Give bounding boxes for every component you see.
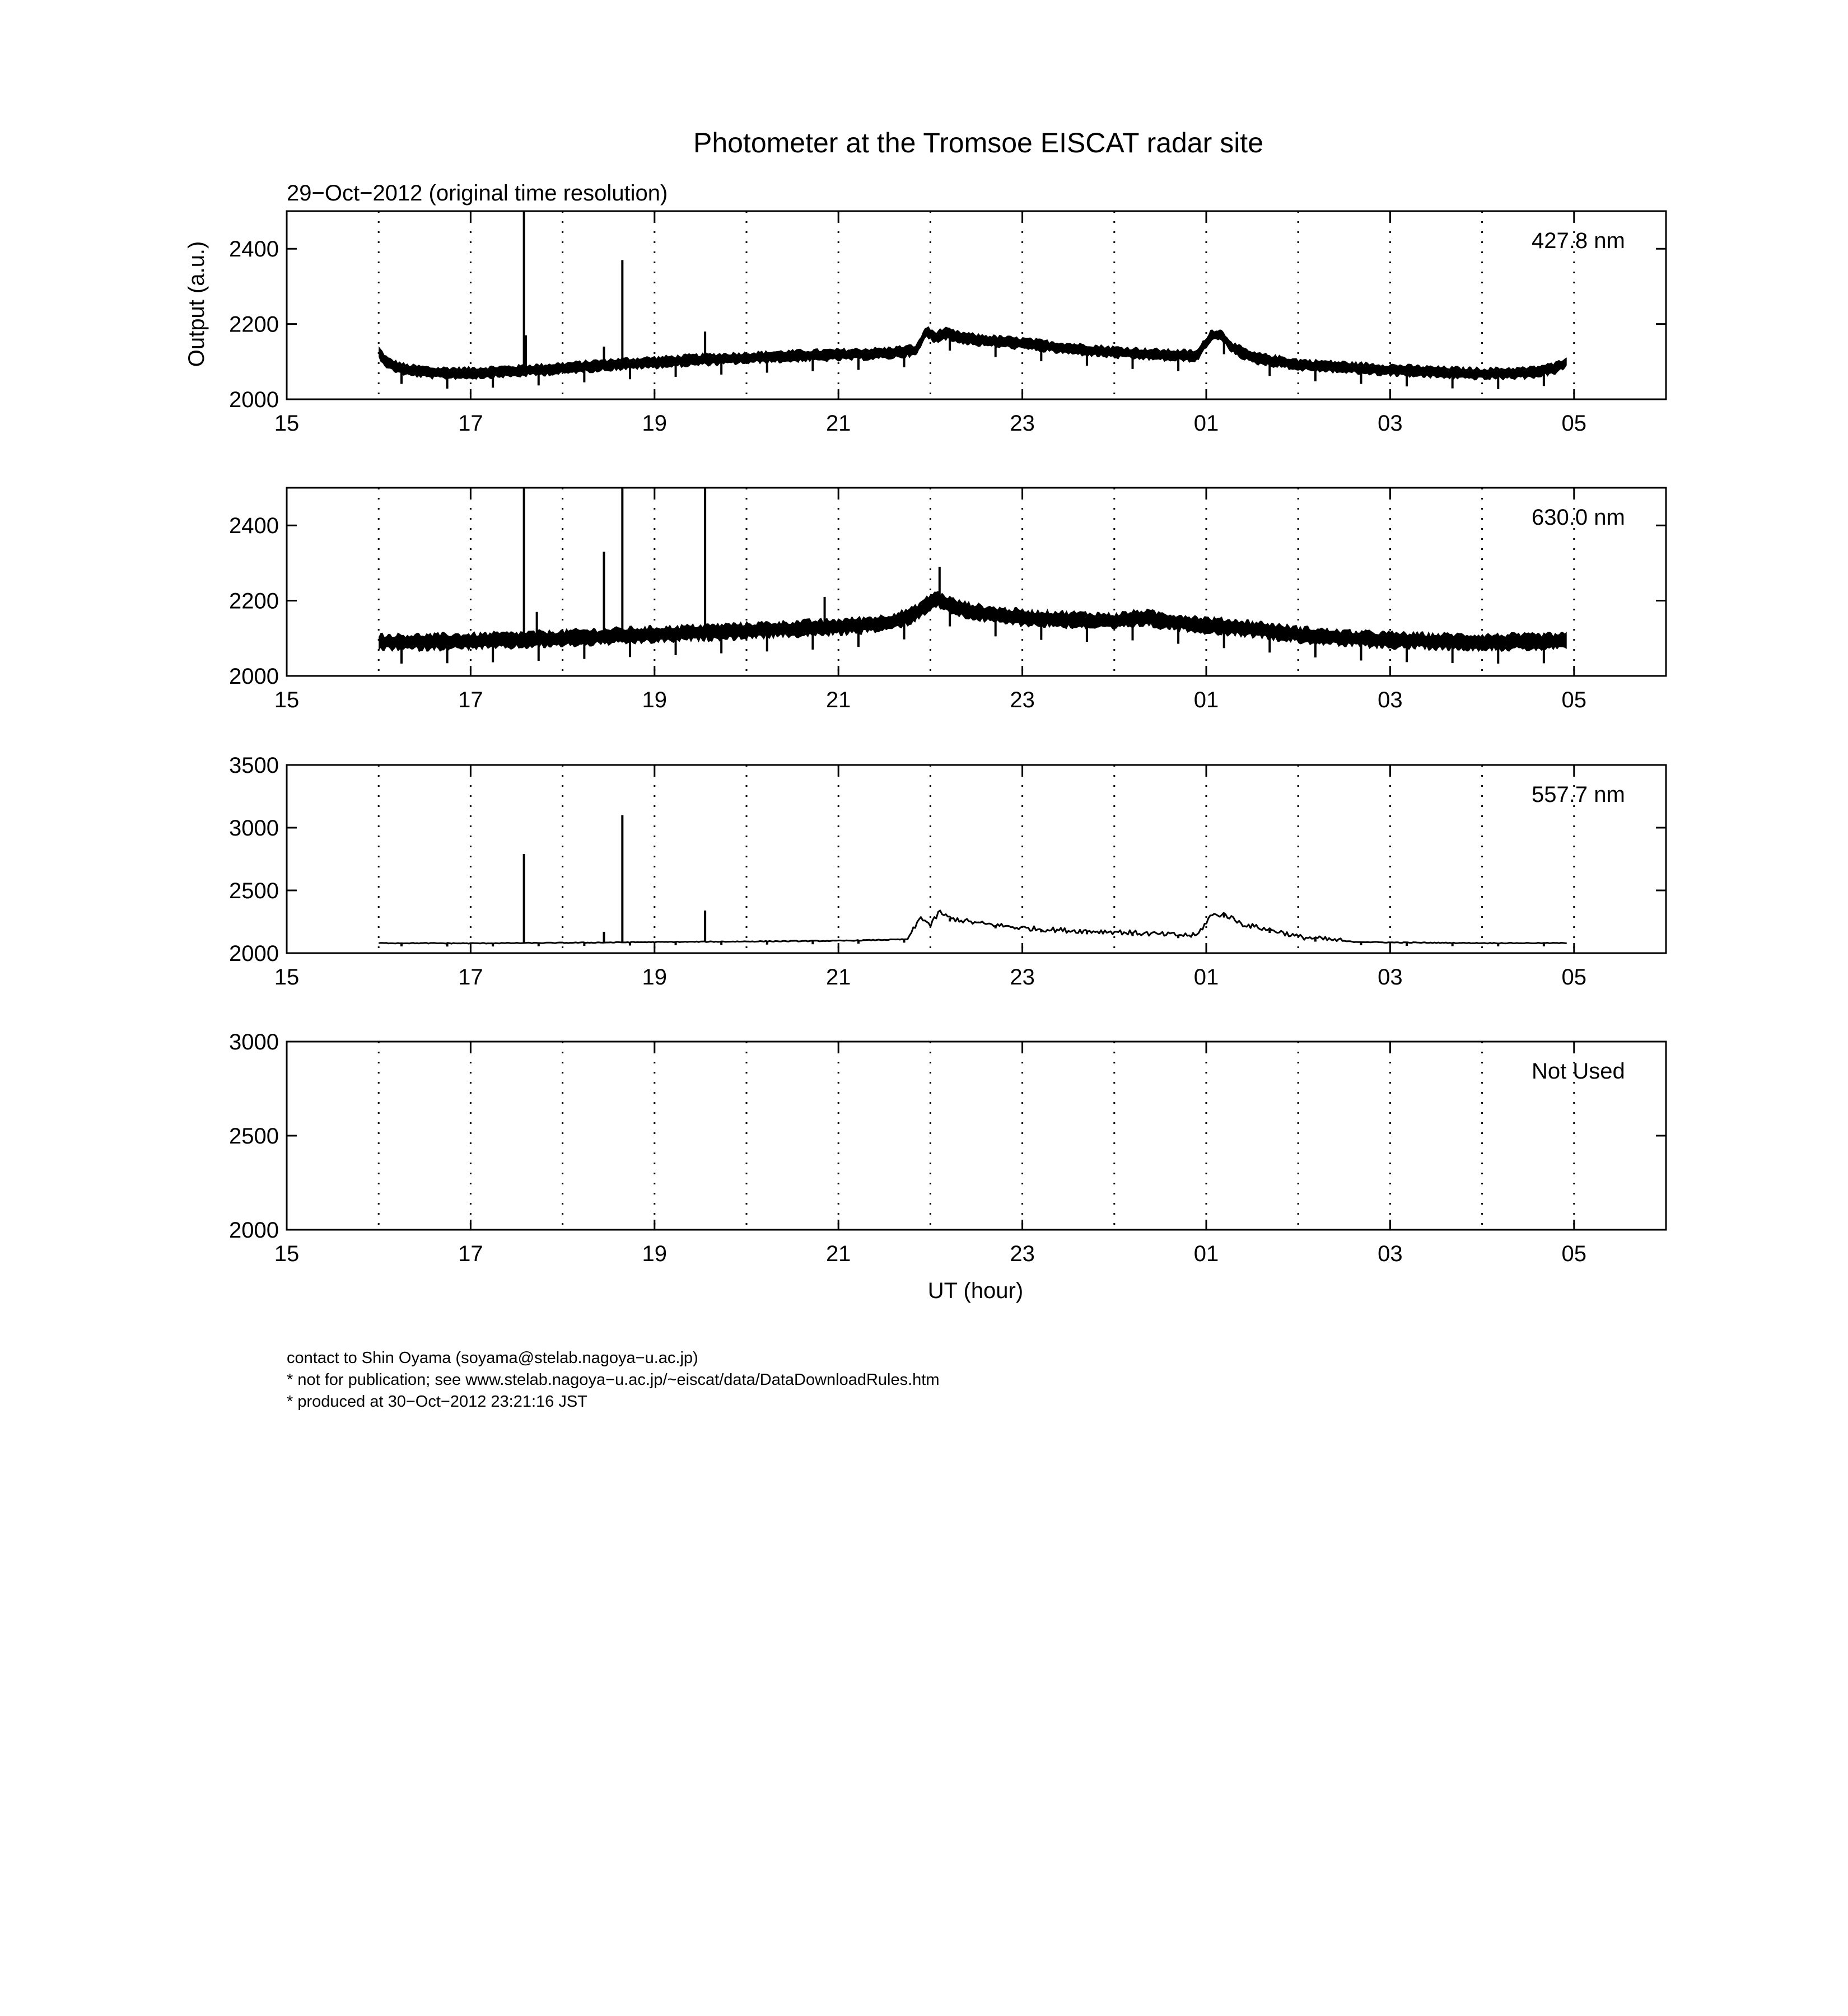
y-tick-label: 2500 (229, 879, 279, 903)
x-tick-label: 23 (1010, 411, 1035, 436)
x-tick-label: 17 (458, 1242, 483, 1266)
x-tick-label: 03 (1378, 1242, 1403, 1266)
x-tick-label: 01 (1193, 965, 1219, 990)
y-tick-label: 2200 (229, 589, 279, 614)
x-tick-label: 19 (642, 965, 668, 990)
panel-label: 427.8 nm (1532, 228, 1625, 253)
x-tick-label: 01 (1193, 411, 1219, 436)
y-axis-label: Output (a.u.) (184, 241, 209, 367)
x-tick-label: 19 (642, 688, 668, 712)
x-tick-label: 01 (1193, 1242, 1219, 1266)
footer-produced: * produced at 30−Oct−2012 23:21:16 JST (287, 1393, 587, 1411)
x-tick-label: 05 (1561, 411, 1587, 436)
x-tick-label: 15 (274, 688, 300, 712)
y-tick-label: 2500 (229, 1124, 279, 1149)
x-tick-label: 23 (1010, 965, 1035, 990)
y-tick-label: 3000 (229, 816, 279, 841)
panel-label: 557.7 nm (1532, 782, 1625, 807)
x-tick-label: 23 (1010, 1242, 1035, 1266)
y-tick-label: 3500 (229, 753, 279, 778)
x-tick-label: 19 (642, 411, 668, 436)
panel-label: 630.0 nm (1532, 505, 1625, 530)
footer-rules: * not for publication; see www.stelab.nagoya−u.ac.jp/~eiscat/data/DataDownloadRules.htm (287, 1371, 940, 1389)
x-tick-label: 21 (825, 411, 851, 436)
y-tick-label: 2000 (229, 388, 279, 412)
x-tick-label: 15 (274, 1242, 300, 1266)
x-tick-label: 15 (274, 965, 300, 990)
y-tick-label: 2200 (229, 312, 279, 337)
x-tick-label: 17 (458, 965, 483, 990)
x-tick-label: 05 (1561, 688, 1587, 712)
x-tick-label: 23 (1010, 688, 1035, 712)
footer-contact: contact to Shin Oyama (soyama@stelab.nagoya−u.ac.jp) (287, 1349, 698, 1367)
y-tick-label: 2000 (229, 1218, 279, 1243)
panel-label: Not Used (1532, 1059, 1625, 1084)
y-tick-label: 2400 (229, 514, 279, 539)
x-tick-label: 15 (274, 411, 300, 436)
x-tick-label: 05 (1561, 965, 1587, 990)
y-tick-label: 2000 (229, 941, 279, 966)
y-tick-label: 2400 (229, 237, 279, 262)
x-tick-label: 03 (1378, 965, 1403, 990)
x-tick-label: 03 (1378, 411, 1403, 436)
x-tick-label: 05 (1561, 1242, 1587, 1266)
figure-subtitle: 29−Oct−2012 (original time resolution) (287, 181, 668, 206)
x-axis-label: UT (hour) (927, 1278, 1024, 1303)
x-tick-label: 17 (458, 411, 483, 436)
x-tick-label: 21 (825, 965, 851, 990)
x-tick-label: 21 (825, 1242, 851, 1266)
x-tick-label: 17 (458, 688, 483, 712)
x-tick-label: 01 (1193, 688, 1219, 712)
y-tick-label: 3000 (229, 1030, 279, 1054)
x-tick-label: 03 (1378, 688, 1403, 712)
figure-title: Photometer at the Tromsoe EISCAT radar site (693, 127, 1264, 158)
x-tick-label: 19 (642, 1242, 668, 1266)
x-tick-label: 21 (825, 688, 851, 712)
y-tick-label: 2000 (229, 664, 279, 689)
